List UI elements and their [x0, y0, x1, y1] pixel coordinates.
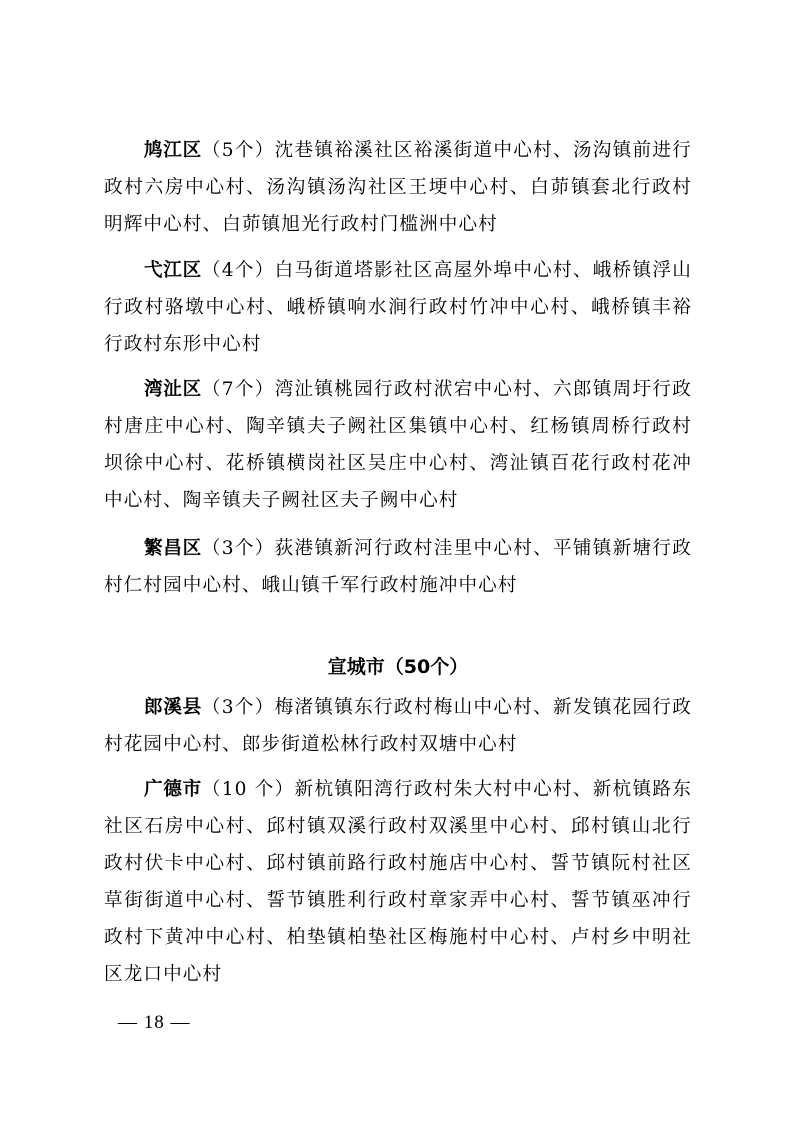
paragraph-text: （3个）荻港镇新河行政村洼里中心村、平铺镇新塘行政村仁村园中心村、峨山镇千军行政村施冲中心村 [104, 538, 692, 596]
district-name: 弋江区 [144, 260, 202, 281]
district-name: 广德市 [144, 779, 202, 800]
paragraph-guangde [104, 771, 692, 993]
district-name: 湾沚区 [144, 379, 202, 400]
paragraph-langxi [104, 689, 692, 763]
district-name: 鸠江区 [144, 140, 202, 161]
paragraph-text: （5个）沈巷镇裕溪社区裕溪街道中心村、汤沟镇前进行政村六房中心村、汤沟镇汤沟社区王埂中心村、白茆镇套北行政村明辉中心村、白茆镇旭光行政村门槛洲中心村 [104, 140, 692, 235]
paragraph-text: （10 个）新杭镇阳湾行政村朱大村中心村、新杭镇路东社区石房中心村、邱村镇双溪行政村双溪里中心村、邱村镇山北行政村伏卡中心村、邱村镇前路行政村施店中心村、誓节镇阮村社区草街街道中心村、誓节镇胜利行政村章家弄中心村、誓节镇巫冲行政村下黄冲中心村、柏垫镇柏垫社区梅施村中心村、卢村乡中明社区龙口中心村 [104, 779, 692, 985]
paragraph-yijiang [104, 252, 692, 363]
paragraph-fanchang [104, 530, 692, 604]
paragraph-text: （7个）湾沚镇桃园行政村洑宕中心村、六郎镇周圩行政村唐庄中心村、陶辛镇夫子阙社区集镇中心村、红杨镇周桥行政村坝徐中心村、花桥镇横岗社区吴庄中心村、湾沚镇百花行政村花冲中心村、陶辛镇夫子阙社区夫子阙中心村 [104, 379, 692, 511]
paragraph-jiujiang [104, 132, 692, 243]
paragraph-text: （4个）白马街道塔影社区高屋外埠中心村、峨桥镇浮山行政村骆墩中心村、峨桥镇响水涧行政村竹冲中心村、峨桥镇丰裕行政村东形中心村 [104, 260, 692, 355]
page-number: — 18 — [118, 1012, 191, 1033]
paragraph-text: （3个）梅渚镇镇东行政村梅山中心村、新发镇花园行政村花园中心村、郎步街道松林行政村双塘中心村 [104, 697, 692, 755]
district-name: 繁昌区 [144, 538, 202, 559]
section-title: 宣城市（50个） [327, 656, 469, 678]
district-name: 郎溪县 [144, 697, 202, 718]
paragraph-wanzhi [104, 371, 692, 519]
